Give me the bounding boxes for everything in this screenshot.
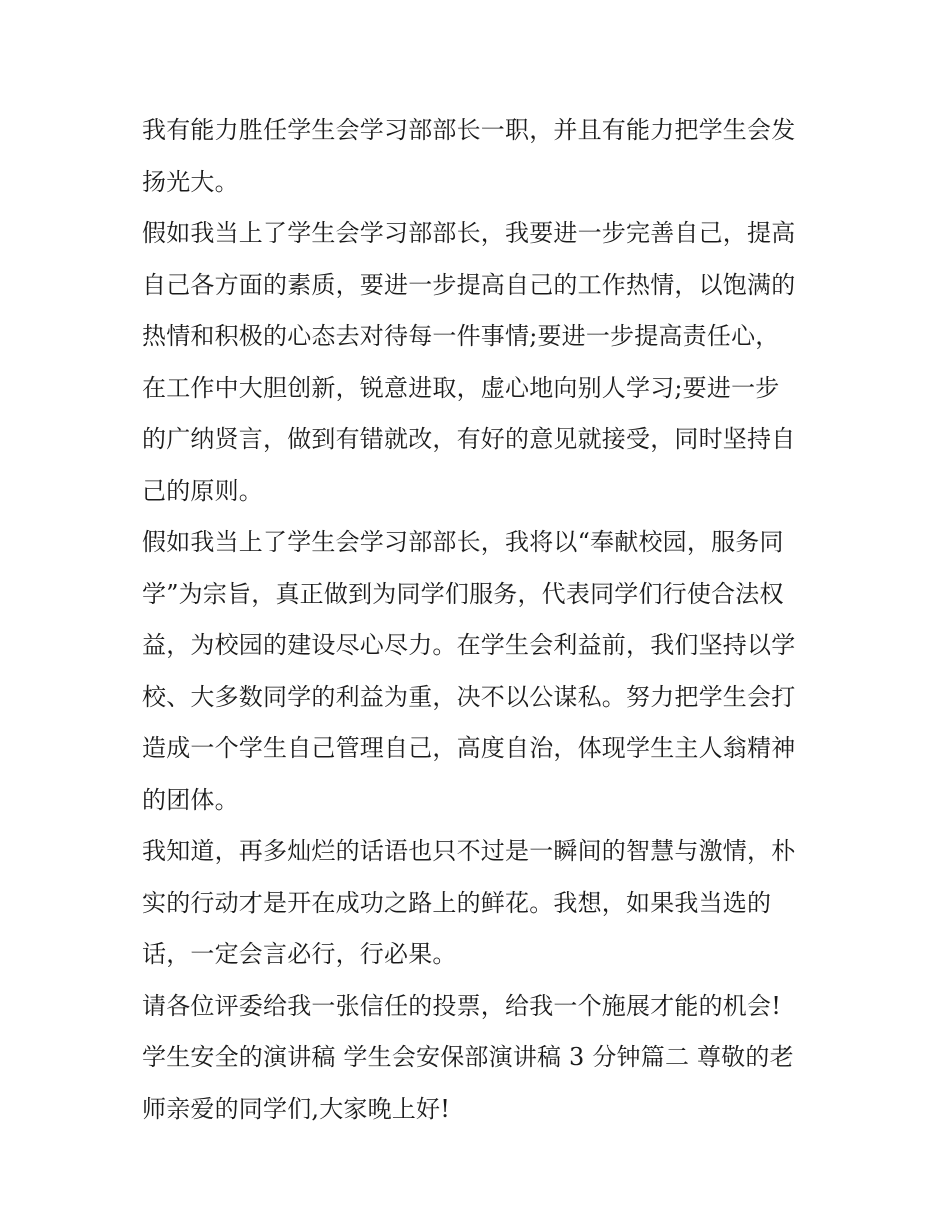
document-body bbox=[142, 105, 822, 1135]
text-line: 师亲爱的同学们,大家晚上好! bbox=[142, 1094, 451, 1123]
text-line: 的广纳贤言，做到有错就改，有好的意见就接受，同时坚持自 bbox=[142, 425, 796, 453]
text-line: 学生安全的演讲稿 学生会安保部演讲稿 3 分钟篇二 尊敬的老 bbox=[142, 1043, 794, 1071]
text-line: 实的行动才是开在成功之路上的鲜花。我想，如果我当选的 bbox=[142, 888, 772, 917]
text-line: 扬光大。 bbox=[142, 167, 239, 196]
text-line: 我有能力胜任学生会学习部部长一职，并且有能力把学生会发 bbox=[142, 116, 796, 144]
text-line: 己的原则。 bbox=[142, 476, 263, 505]
text-line: 校、大多数同学的利益为重，决不以公谋私。努力把学生会打 bbox=[142, 682, 796, 711]
text-line: 学”为宗旨，真正做到为同学们服务，代表同学们行使合法权 bbox=[142, 579, 784, 608]
text-line: 自己各方面的素质，要进一步提高自己的工作热情，以饱满的 bbox=[142, 270, 796, 299]
text-line: 请各位评委给我一张信任的投票，给我一个施展才能的机会! bbox=[142, 991, 782, 1020]
text-line: 造成一个学生自己管理自己，高度自治，体现学生主人翁精神 bbox=[142, 734, 796, 762]
text-line: 话，一定会言必行，行必果。 bbox=[142, 940, 457, 968]
text-line: 在工作中大胆创新，锐意进取，虚心地向别人学习;要进一步 bbox=[142, 373, 780, 402]
text-line: 假如我当上了学生会学习部部长，我要进一步完善自己，提高 bbox=[142, 219, 796, 247]
text-line: 假如我当上了学生会学习部部长，我将以“奉献校园，服务同 bbox=[142, 528, 784, 556]
text-line: 益，为校园的建设尽心尽力。在学生会利益前，我们坚持以学 bbox=[142, 631, 796, 659]
text-line: 热情和积极的心态去对待每一件事情;要进一步提高责任心， bbox=[142, 322, 780, 350]
text-line: 我知道，再多灿烂的话语也只不过是一瞬间的智慧与激情，朴 bbox=[142, 837, 796, 865]
text-line: 的团体。 bbox=[142, 785, 239, 814]
